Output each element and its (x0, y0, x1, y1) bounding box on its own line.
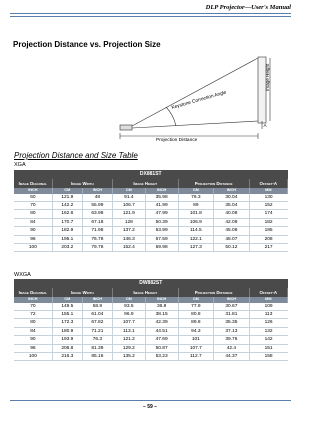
table-cell: 208 (249, 235, 287, 243)
table-cell: 91.4 (112, 194, 145, 202)
table-cell: 142.2 (52, 201, 82, 209)
table-cell: 60 (14, 194, 52, 202)
table-cell: 162.6 (52, 210, 82, 218)
table-cell: 100 (14, 243, 52, 251)
table-cell: 216.3 (52, 352, 82, 360)
unit-cell: CM (52, 297, 82, 303)
table-cell: 106.9 (178, 218, 214, 226)
unit-cell: INCH (82, 188, 112, 194)
col-header-projection-distance: Projection Distance (178, 179, 249, 188)
table-cell: 127.3 (178, 243, 214, 251)
table-cell: 80.8 (178, 310, 214, 318)
table-cell: 122.1 (178, 235, 214, 243)
col-header-offset-a: Offset-A (249, 288, 287, 297)
table-cell: 31.81 (214, 310, 250, 318)
model-header: DX881ST (14, 170, 288, 179)
table-cell: 58.9 (82, 303, 112, 311)
table-cell: 79.78 (82, 243, 112, 251)
model-header: DW882ST (14, 279, 288, 288)
table-cell: 89.8 (178, 319, 214, 327)
table-cell: 81.39 (82, 344, 112, 352)
section-label-xga: XGA (14, 162, 26, 168)
ray-top (132, 58, 258, 126)
table-body-xga (14, 194, 288, 252)
table-cell: 132 (249, 327, 287, 335)
table-cell: 146.3 (112, 235, 145, 243)
table-row (14, 327, 288, 335)
table-cell: 121.9 (52, 194, 82, 202)
table-row (14, 243, 288, 251)
table-cell: 45.08 (214, 227, 250, 235)
table-row (14, 210, 288, 218)
table-cell: 193.9 (52, 336, 82, 344)
col-header-offset-a: Offset-A (249, 179, 287, 188)
table-cell: 35.04 (214, 201, 250, 209)
page-number: – 59 – (143, 404, 157, 410)
table-cell: 76.3 (82, 336, 112, 344)
col-header-image-diagonal: Image Diagonal (14, 179, 52, 188)
table-cell: 42.39 (145, 319, 178, 327)
table-cell: 129.2 (112, 344, 145, 352)
table-body-wxga (14, 303, 288, 361)
table-cell: 44.51 (145, 327, 178, 335)
table-cell: 89 (178, 201, 214, 209)
table-cell: 170.7 (52, 218, 82, 226)
table-cell: 50.12 (214, 243, 250, 251)
col-header-image-width: Image Width (52, 288, 112, 297)
table-cell: 149.5 (52, 303, 82, 311)
unit-cell: INCH (214, 297, 250, 303)
table-cell: 85.16 (82, 352, 112, 360)
unit-cell: INCH (14, 297, 52, 303)
table-cell: 142 (249, 336, 287, 344)
table-cell: 71.21 (82, 327, 112, 335)
table-cell: 41.99 (145, 201, 178, 209)
table-cell: 76.78 (82, 235, 112, 243)
table-cell: 71.98 (82, 227, 112, 235)
table-cell: 135.2 (112, 352, 145, 360)
table-cell: 70 (14, 201, 52, 209)
col-header-image-diagonal: Image Diagonal (14, 288, 52, 297)
unit-cell: INCH (214, 188, 250, 194)
table-cell: 174 (249, 210, 287, 218)
table-cell: 77.9 (178, 303, 214, 311)
table-cell: 121.9 (112, 210, 145, 218)
table-cell: 195 (249, 227, 287, 235)
table-subtitle: Projection Distance and Size Table (14, 151, 138, 160)
table-cell: 39.76 (214, 336, 250, 344)
table-cell: 50.39 (145, 218, 178, 226)
table-row (14, 336, 288, 344)
table-cell: 155.1 (52, 310, 82, 318)
table-cell: 158 (249, 352, 287, 360)
table-cell: 93.5 (112, 303, 145, 311)
col-header-image-height: Image Height (112, 179, 178, 188)
table-cell: 67.82 (82, 319, 112, 327)
table-cell: 217 (249, 243, 287, 251)
unit-cell: INCH (145, 297, 178, 303)
ray-bottom (132, 121, 258, 128)
table-cell: 121.2 (112, 336, 145, 344)
projection-diagram (118, 53, 273, 143)
table-cell: 109 (249, 303, 287, 311)
footer-rule (10, 400, 291, 401)
table-cell: 44.37 (214, 352, 250, 360)
table-cell: 100 (14, 352, 52, 360)
table-cell: 182 (249, 218, 287, 226)
table-row (14, 344, 288, 352)
table-cell: 101 (178, 336, 214, 344)
unit-cell: INCH (14, 188, 52, 194)
table-cell: 90 (14, 227, 52, 235)
unit-cell: CM (178, 297, 214, 303)
table-cell: 70 (14, 303, 52, 311)
projection-table-wxga (14, 279, 288, 361)
unit-cell: CM (112, 297, 145, 303)
table-cell: 128 (112, 218, 145, 226)
table-row (14, 352, 288, 360)
table-cell: 96.9 (112, 310, 145, 318)
table-cell: 57.59 (145, 235, 178, 243)
table-cell: 114.5 (178, 227, 214, 235)
table-cell: 107.7 (112, 319, 145, 327)
table-cell: 137.2 (112, 227, 145, 235)
table-cell: 36.8 (145, 303, 178, 311)
unit-cell: MM (249, 297, 287, 303)
table-cell: 72 (14, 310, 52, 318)
table-cell: 94.3 (178, 327, 214, 335)
table-row (14, 310, 288, 318)
table-cell: 30.67 (214, 303, 250, 311)
table-cell: 206.8 (52, 344, 82, 352)
table-cell: 130 (249, 194, 287, 202)
table-cell: 80 (14, 210, 52, 218)
col-header-image-width: Image Width (52, 179, 112, 188)
table-cell: 67.18 (82, 218, 112, 226)
table-cell: 76.3 (178, 194, 214, 202)
table-cell: 42.4 (214, 344, 250, 352)
page-title: Projection Distance vs. Projection Size (13, 40, 161, 49)
table-cell: 107.7 (178, 344, 214, 352)
table-row (14, 303, 288, 311)
unit-cell: MM (249, 188, 287, 194)
unit-cell: CM (52, 188, 82, 194)
table-cell: 47.69 (145, 336, 178, 344)
table-cell: 48.07 (214, 235, 250, 243)
unit-cell: INCH (145, 188, 178, 194)
table-row (14, 194, 288, 202)
table-row (14, 201, 288, 209)
table-cell: 84 (14, 218, 52, 226)
table-cell: 180.9 (52, 327, 82, 335)
table-cell: 50.87 (145, 344, 178, 352)
table-cell: 112.7 (178, 352, 214, 360)
unit-cell: CM (112, 188, 145, 194)
table-cell: 96 (14, 235, 52, 243)
table-cell: 84 (14, 327, 52, 335)
table-cell: 37.13 (214, 327, 250, 335)
table-cell: 90 (14, 336, 52, 344)
table-cell: 113 (249, 310, 287, 318)
header-rule-thin (10, 16, 291, 17)
table-cell: 59.98 (145, 243, 178, 251)
table-cell: 40.08 (214, 210, 250, 218)
table-cell: 96 (14, 344, 52, 352)
table-cell: 113.1 (112, 327, 145, 335)
table-cell: 47.99 (145, 210, 178, 218)
projection-table-xga (14, 170, 288, 252)
table-cell: 172.3 (52, 319, 82, 327)
col-header-image-height: Image Height (112, 288, 178, 297)
table-cell: 42.09 (214, 218, 250, 226)
running-header: DLP Projector—User's Manual (205, 4, 291, 11)
table-cell: 151 (249, 344, 287, 352)
image-height-label: Image Height (265, 63, 270, 91)
table-row (14, 319, 288, 327)
table-cell: 126 (249, 319, 287, 327)
table-cell: 38.15 (145, 310, 178, 318)
table-cell: 53.99 (145, 227, 178, 235)
table-cell: 152 (249, 201, 287, 209)
table-cell: 48 (82, 194, 112, 202)
distance-label: Projection Distance (156, 138, 198, 143)
table-cell: 106.7 (112, 201, 145, 209)
table-row (14, 235, 288, 243)
table-cell: 35.35 (214, 319, 250, 327)
table-row (14, 227, 288, 235)
table-cell: 80 (14, 319, 52, 327)
keystone-label: Keystone Correction Angle (171, 90, 228, 111)
table-cell: 30.04 (214, 194, 250, 202)
table-cell: 63.98 (82, 210, 112, 218)
table-cell: 55.99 (82, 201, 112, 209)
table-cell: 61.04 (82, 310, 112, 318)
table-cell: 152.4 (112, 243, 145, 251)
col-header-projection-distance: Projection Distance (178, 288, 249, 297)
table-row (14, 218, 288, 226)
unit-cell: CM (178, 188, 214, 194)
table-cell: 195.1 (52, 235, 82, 243)
section-label-wxga: WXGA (14, 272, 31, 278)
table-cell: 53.23 (145, 352, 178, 360)
table-cell: 35.98 (145, 194, 178, 202)
table-cell: 182.9 (52, 227, 82, 235)
header-rule (10, 13, 291, 14)
projector-body (120, 125, 132, 130)
table-cell: 101.8 (178, 210, 214, 218)
unit-cell: INCH (82, 297, 112, 303)
table-cell: 203.2 (52, 243, 82, 251)
offset-label: A (263, 123, 267, 128)
